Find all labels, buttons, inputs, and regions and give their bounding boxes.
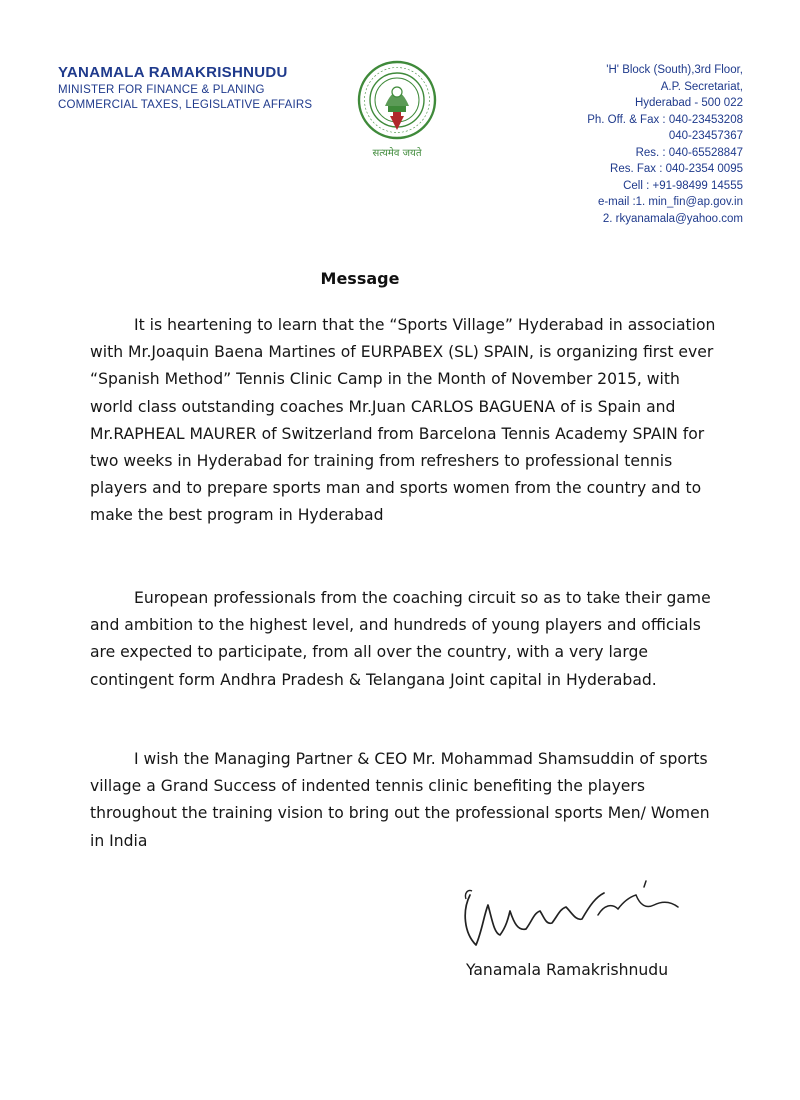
letterhead-left: [58, 64, 312, 111]
minister-title-line-2: COMMERCIAL TAXES, LEGISLATIVE AFFAIRS: [58, 99, 313, 111]
letterhead-address: [587, 62, 743, 227]
paragraph-3: [90, 746, 726, 855]
minister-name: YANAMALA RAMAKRISHNUDU: [58, 64, 288, 81]
svg-text:सत्यमेव जयते: सत्यमेव जयते: [372, 148, 422, 159]
minister-title-line-1: MINISTER FOR FINANCE & PLANING: [58, 84, 265, 96]
office-phone-2: 040-23457367: [668, 130, 743, 142]
cell-phone: Cell : +91-98499 14555: [623, 179, 743, 192]
paragraph-1: [90, 312, 726, 530]
signer-name: Yanamala Ramakrishnudu: [466, 961, 669, 979]
paragraph-2: [90, 585, 726, 694]
email-line-2: 2. rkyanamala@yahoo.com: [602, 212, 743, 225]
office-phone: Ph. Off. & Fax : 040-23453208: [587, 113, 743, 126]
handwritten-signature: [448, 875, 708, 965]
address-line-2: A.P. Secretariat,: [660, 80, 743, 93]
paragraph-3-text: I wish the Managing Partner & CEO Mr. Mohammad Shamsuddin of sports village a Grand Success of indented tennis clinic benefiting the players throughout the training vision to bring out the professional sports Men/ Women in India: [90, 750, 710, 850]
message-heading: Message: [320, 269, 400, 288]
email-line-1: e-mail :1. min_fin@ap.gov.in: [597, 196, 743, 208]
residence-phone: Res. : 040-65528847: [635, 146, 743, 159]
address-line-1: 'H' Block (South),3rd Floor,: [606, 64, 743, 76]
address-line-3: Hyderabad - 500 022: [634, 97, 743, 109]
paragraph-2-text: European professionals from the coaching circuit so as to take their game and ambition to the highest level, and hundreds of young players and officials are expected to participate, from all over the country, with a very large contingent form Andhra Pradesh & Telangana Joint capital in Hyderabad.: [90, 589, 711, 689]
residence-fax: Res. Fax : 040-2354 0095: [610, 163, 743, 175]
state-emblem-logo: [350, 58, 444, 164]
paragraph-1-text: It is heartening to learn that the “Sports Village” Hyderabad in association with Mr.Joaquin Baena Martines of EURPABEX (SL) SPAIN, is organizing first ever “Spanish Method” Tennis Clinic Camp in the Month of November 2015, with world class outstanding coaches Mr.Juan CARLOS BAGUENA of is Spain and Mr.RAPHEAL MAURER of Switzerland from Barcelona Tennis Academy SPAIN for two weeks in Hyderabad for training from refreshers to professional tennis players and to prepare sports man and sports women from the country and to make the best program in Hyderabad: [90, 316, 716, 525]
